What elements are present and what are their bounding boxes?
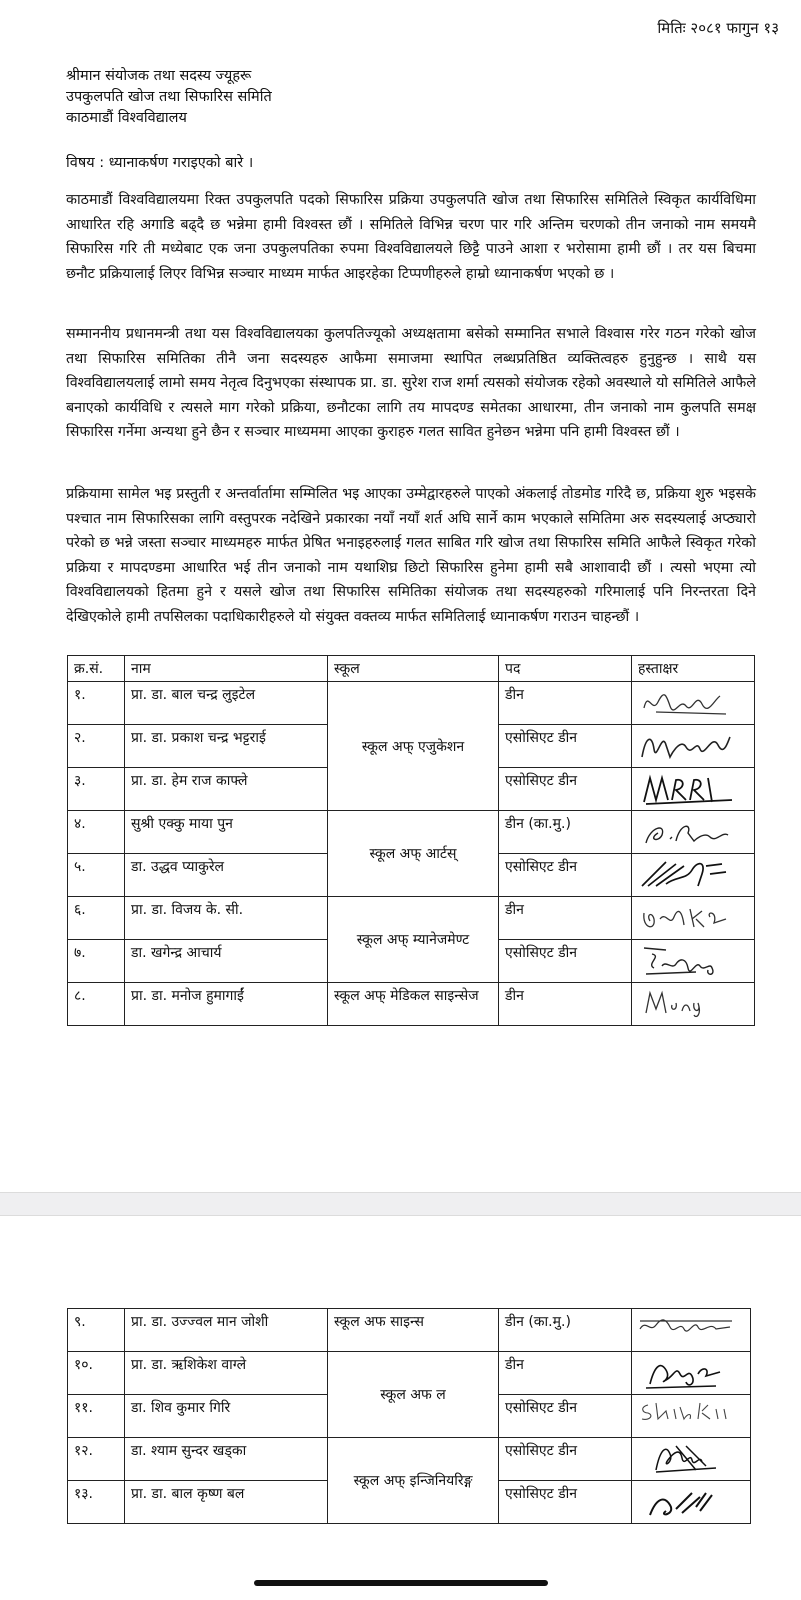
signature-image — [636, 1483, 736, 1519]
signature-cell — [632, 1438, 751, 1481]
cell-sn: १२. — [68, 1438, 125, 1481]
cell-name: प्रा. डा. उज्ज्वल मान जोशी — [125, 1309, 328, 1352]
cell-post: एसोसिएट डीन — [499, 940, 632, 983]
cell-post: एसोसिएट डीन — [499, 725, 632, 768]
cell-post: डीन (का.मु.) — [499, 811, 632, 854]
cell-school: स्कूल अफ साइन्स — [328, 1309, 499, 1352]
cell-sn: ४. — [68, 811, 125, 854]
signature-cell — [632, 940, 755, 983]
cell-school: स्कूल अफ् मेडिकल साइन्सेज — [328, 983, 499, 1026]
cell-post: एसोसिएट डीन — [499, 1438, 632, 1481]
signature-image — [636, 727, 736, 763]
cell-name: प्रा. डा. मनोज हुमागाईं — [125, 983, 328, 1026]
cell-name: सुश्री एक्कु माया पुन — [125, 811, 328, 854]
home-indicator[interactable] — [254, 1580, 548, 1586]
cell-sn: ६. — [68, 897, 125, 940]
signature-image — [636, 985, 736, 1021]
letter-date: मितिः २०८१ फागुन १३ — [657, 19, 779, 37]
signature-image — [636, 1440, 736, 1476]
signature-image — [636, 1397, 736, 1423]
header-post: पद — [499, 656, 632, 682]
signature-image — [636, 856, 736, 892]
cell-sn: ११. — [68, 1395, 125, 1438]
header-name: नाम — [125, 656, 328, 682]
table-header-row — [68, 656, 755, 682]
cell-post: एसोसिएट डीन — [499, 854, 632, 897]
signature-cell — [632, 682, 755, 725]
table-row — [68, 682, 755, 725]
cell-post: डीन — [499, 1352, 632, 1395]
signature-cell — [632, 1352, 751, 1395]
cell-post: डीन — [499, 983, 632, 1026]
cell-sn: ८. — [68, 983, 125, 1026]
signature-image — [636, 1354, 736, 1390]
cell-sn: १०. — [68, 1352, 125, 1395]
cell-sn: ५. — [68, 854, 125, 897]
table-row — [68, 1309, 751, 1352]
table-row — [68, 811, 755, 854]
signature-image — [636, 942, 736, 978]
addressee-line: उपकुलपति खोज तथा सिफारिस समिति — [66, 89, 272, 105]
letter-subject: विषय : ध्यानाकर्षण गराइएको बारे । — [66, 155, 254, 171]
paragraph-3: प्रक्रियामा सामेल भइ प्रस्तुती र अन्तर्वार्तामा सम्मिलित भइ आएका उम्मेद्वारहरुले पाएको अंकलाई तोडमोड गरिदै छ, प्रक्रिया शुरु भइसके पश्चात नाम सिफारिसका लागि वस्तुपरक नदेखिने प्रकारका नयाँ नयाँ शर्त अघि सार्ने काम भएकाले समितिमा अरु सदस्यलाई अप्ठ्यारो परेको छ भन्ने जस्ता सञ्चार माध्यमहरु मार्फत प्रेषित भनाइहरुलाई गलत साबित गरि खोज तथा सिफारिस समिति आफैले स्विकृत गरेको प्रक्रिया र मापदण्डमा आधारित भई तीन जनाको नाम यथाशिघ्र छिटो सिफारिस हुनेमा हामी सबै आशावादी छौं । त्यसो भएमा त्यो विश्वविद्यालयको हितमा हुने र यसले खोज तथा सिफारिस समितिका संयोजक तथा सदस्यहरुको गरिमालाई पनि निरन्तरता दिने देखिएकोले हामी तपसिलका पदाधिकारीहरुले यो संयुक्त वक्तव्य मार्फत समितिलाई ध्यानाकर्षण गराउन चाहन्छौं । — [66, 486, 756, 625]
cell-name: प्रा. डा. विजय के. सी. — [125, 897, 328, 940]
signature-image — [636, 684, 736, 720]
signature-cell — [632, 1309, 751, 1352]
signature-cell — [632, 1481, 751, 1524]
signature-cell — [632, 854, 755, 897]
cell-post: डीन (का.मु.) — [499, 1309, 632, 1352]
cell-name: प्रा. डा. ऋशिकेश वाग्ले — [125, 1352, 328, 1395]
signature-image — [636, 1311, 736, 1337]
signature-image — [636, 899, 736, 935]
table-row — [68, 1438, 751, 1481]
signature-cell — [632, 768, 755, 811]
addressee-block — [66, 66, 272, 129]
signature-image — [636, 770, 736, 806]
signature-cell — [632, 725, 755, 768]
cell-name: प्रा. डा. बाल कृष्ण बल — [125, 1481, 328, 1524]
cell-sn: १३. — [68, 1481, 125, 1524]
cell-name: प्रा. डा. हेम राज काफ्ले — [125, 768, 328, 811]
cell-sn: ७. — [68, 940, 125, 983]
cell-sn: ३. — [68, 768, 125, 811]
signature-cell — [632, 811, 755, 854]
letter-page-2 — [0, 1216, 801, 1600]
signature-cell — [632, 897, 755, 940]
cell-school: स्कूल अफ ल — [328, 1352, 499, 1438]
addressee-line: काठमाडौं विश्वविद्यालय — [66, 110, 187, 126]
cell-sn: २. — [68, 725, 125, 768]
paragraph-2: सम्माननीय प्रधानमन्त्री तथा यस विश्वविद्यालयका कुलपतिज्यूको अध्यक्षतामा बसेको सम्मानित सभाले विश्वास गरेर गठन गरेको खोज तथा सिफारिस समितिका तीनै जना सदस्यहरु आफैमा समाजमा स्थापित लब्धप्रतिष्ठित व्यक्तित्वहरु हुनुहुन्छ । साथै यस विश्वविद्यालयलाई लामो समय नेतृत्व दिनुभएका संस्थापक प्रा. डा. सुरेश राज शर्मा त्यसको संयोजक रहेको अवस्थाले यो समितिले आफैले बनाएको कार्यविधि र त्यसले माग गरेको प्रक्रिया, छनौटका लागि तय मापदण्ड समेतका आधारमा, तीन जनाको नाम कुलपति समक्ष सिफारिस गर्नेमा अन्यथा हुने छैन र सञ्चार माध्यममा आएका कुराहरु गलत सावित हुनेछन भन्नेमा पनि हामी विश्वस्त छौं । — [66, 326, 756, 440]
paragraph-1: काठमाडौं विश्वविद्यालयमा रिक्त उपकुलपति पदको सिफारिस प्रक्रिया उपकुलपति खोज तथा सिफारिस समितिले स्विकृत कार्यविधिमा आधारित रहि अगाडि बढ्दै छ भन्नेमा हामी विश्वस्त छौं । समितिले विभिन्न चरण पार गरि अन्तिम चरणको तीन जनाको नाम समयमै सिफारिस गरि ती मध्येबाट एक जना उपकुलपतिका रुपमा विश्वविद्यालयले छिट्टै पाउने आशा र भरोसामा हामी छौं । तर यस बिचमा छनौट प्रक्रियालाई लिएर विभिन्न सञ्चार माध्यम मार्फत आइरहेका टिप्पणीहरुले हाम्रो ध्यानाकर्षण भएको छ । — [66, 192, 756, 282]
cell-post: एसोसिएट डीन — [499, 1481, 632, 1524]
header-signature: हस्ताक्षर — [632, 656, 755, 682]
header-sn: क्र.सं. — [68, 656, 125, 682]
cell-post: डीन — [499, 682, 632, 725]
cell-name: प्रा. डा. प्रकाश चन्द्र भट्टराई — [125, 725, 328, 768]
signatories-table — [67, 655, 755, 1026]
table-row — [68, 897, 755, 940]
cell-school: स्कूल अफ् इन्जिनियरिङ्ग — [328, 1438, 499, 1524]
table-row — [68, 1352, 751, 1395]
cell-name: डा. शिव कुमार गिरि — [125, 1395, 328, 1438]
table-row — [68, 983, 755, 1026]
signature-cell — [632, 1395, 751, 1438]
signature-image — [636, 813, 736, 849]
cell-name: डा. उद्धव प्याकुरेल — [125, 854, 328, 897]
cell-school: स्कूल अफ् आर्टस् — [328, 811, 499, 897]
cell-school: स्कूल अफ् म्यानेजमेण्ट — [328, 897, 499, 983]
cell-post: एसोसिएट डीन — [499, 768, 632, 811]
signatories-table-continued — [67, 1308, 751, 1524]
cell-name: डा. श्याम सुन्दर खड्का — [125, 1438, 328, 1481]
cell-name: प्रा. डा. बाल चन्द्र लुइटेल — [125, 682, 328, 725]
cell-school: स्कूल अफ् एजुकेशन — [328, 682, 499, 811]
signature-cell — [632, 983, 755, 1026]
cell-sn: १. — [68, 682, 125, 725]
cell-post: डीन — [499, 897, 632, 940]
page-separator — [0, 1192, 801, 1216]
cell-post: एसोसिएट डीन — [499, 1395, 632, 1438]
cell-name: डा. खगेन्द्र आचार्य — [125, 940, 328, 983]
addressee-line: श्रीमान संयोजक तथा सदस्य ज्यूहरू — [66, 68, 252, 84]
header-school: स्कूल — [328, 656, 499, 682]
cell-sn: ९. — [68, 1309, 125, 1352]
